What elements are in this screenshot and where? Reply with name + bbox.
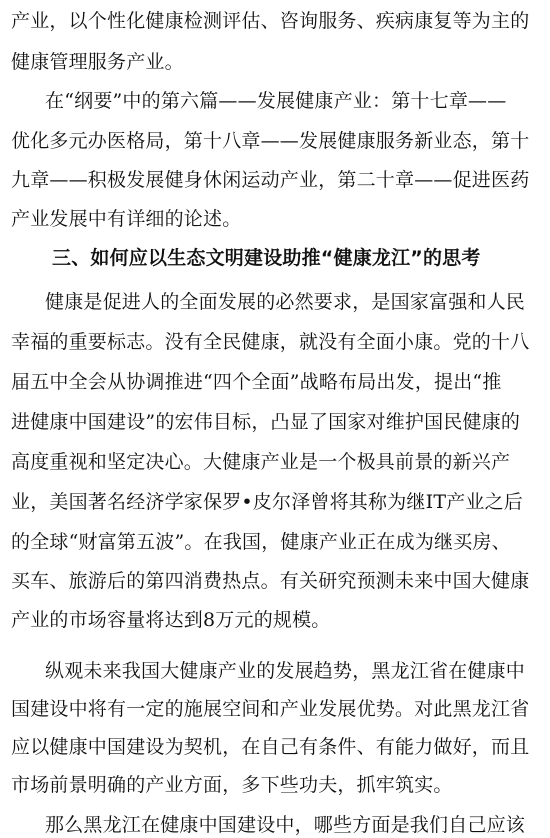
text-line: 进健康中国建设”的宏伟目标，凸显了国家对维护国民健康的: [11, 411, 521, 433]
text-line: 健康管理服务产业。: [11, 51, 184, 73]
text-line: 幸福的重要标志。没有全民健康，就没有全面小康。党的十八: [11, 331, 530, 353]
text-line: 业，美国著名经济学家保罗•皮尔泽曾将其称为继IT产业之后: [11, 491, 523, 513]
text-line: 买车、旅游后的第四消费热点。有关研究预测未来中国大健康: [11, 570, 530, 592]
text-line: 应以健康中国建设为契机，在自己有条件、有能力做好，而且: [11, 736, 530, 758]
text-line: 九章——积极发展健身休闲运动产业，第二十章——促进医药: [11, 169, 530, 191]
text-line: 产业发展中有详细的论述。: [11, 208, 242, 230]
text-line: 在“纲要”中的第六篇——发展健康产业：第十七章——: [45, 90, 507, 112]
text-line: 届五中全会从协调推进“四个全面”战略布局出发，提出“推: [11, 371, 502, 393]
text-line: 优化多元办医格局，第十八章——发展健康服务新业态，第十: [11, 130, 530, 152]
text-line: 产业的市场容量将达到8万元的规模。: [11, 609, 331, 631]
text-line: 市场前景明确的产业方面，多下些功夫，抓牢筑实。: [11, 774, 453, 796]
section-heading: 三、如何应以生态文明建设助推“健康龙江”的思考: [52, 247, 481, 269]
text-line: 纵观未来我国大健康产业的发展趋势，黑龙江省在健康中: [45, 660, 526, 682]
text-line: 健康是促进人的全面发展的必然要求，是国家富强和人民: [45, 291, 526, 313]
text-line: 那么黑龙江在健康中国建设中，哪些方面是我们自己应该: [45, 814, 526, 836]
text-line: 高度重视和坚定决心。大健康产业是一个极具前景的新兴产: [11, 451, 511, 473]
text-line: 国建设中将有一定的施展空间和产业发展优势。对此黑龙江省: [11, 698, 530, 720]
text-line: 的全球“财富第五波”。在我国，健康产业正在成为继买房、: [11, 531, 511, 553]
text-line: 产业，以个性化健康检测评估、咨询服务、疾病康复等为主的: [11, 10, 530, 32]
